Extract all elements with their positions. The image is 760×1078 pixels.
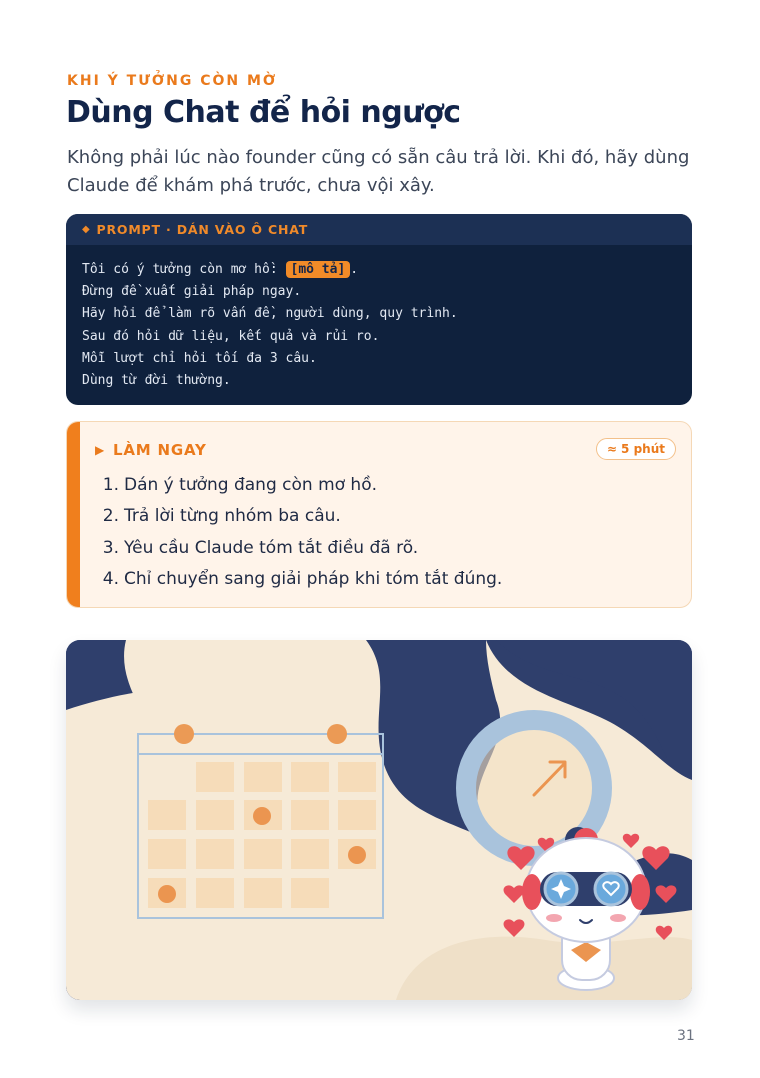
steps-list xyxy=(99,470,502,595)
list-item xyxy=(99,470,502,501)
play-icon: ▶ xyxy=(95,443,106,457)
page-title: Dùng Chat để hỏi ngược xyxy=(66,95,461,130)
prompt-label: PROMPT · DÁN VÀO Ô CHAT xyxy=(96,222,309,237)
placeholder-chip: [mô tả] xyxy=(286,261,351,278)
prompt-line-text: . xyxy=(350,262,359,277)
lead-paragraph: Không phải lúc nào founder cũng có sẵn câu trả lời. Khi đó, hãy dùng Claude để khám phá trước, chưa vội xây. xyxy=(67,147,690,196)
list-item xyxy=(99,501,502,532)
time-badge: ≈ 5 phút xyxy=(596,438,676,460)
accent-bar xyxy=(67,422,80,607)
prompt-line: Dùng từ đời thường. xyxy=(82,373,231,389)
step-text: Dán ý tưởng đang còn mơ hồ. xyxy=(124,475,378,495)
diamond-icon: ◆ xyxy=(82,224,91,235)
page-number: 31 xyxy=(677,1028,695,1044)
prompt-box xyxy=(66,214,692,405)
prompt-line: Mỗi lượt chỉ hỏi tối đa 3 câu. xyxy=(82,350,317,366)
section-eyebrow: KHI Ý TƯỞNG CÒN MỜ xyxy=(67,73,278,89)
prompt-line: Sau đó hỏi dữ liệu, kết quả và rủi ro. xyxy=(82,328,380,344)
prompt-line-text: Tôi có ý tưởng còn mơ hồ: xyxy=(82,262,286,277)
step-text: Chỉ chuyển sang giải pháp khi tóm tắt đúng. xyxy=(124,568,503,589)
action-header xyxy=(95,441,207,459)
illustration xyxy=(66,640,692,1000)
prompt-header xyxy=(66,214,692,245)
illustration-art xyxy=(66,640,692,1000)
step-number: 1. xyxy=(102,475,119,495)
prompt-line: Hãy hỏi để làm rõ vấn đề, người dùng, quy trình. xyxy=(82,306,458,322)
prompt-line: Đừng đề xuất giải pháp ngay. xyxy=(82,284,302,300)
list-item xyxy=(99,533,502,564)
prompt-line xyxy=(82,259,676,281)
action-label: LÀM NGAY xyxy=(113,441,207,459)
step-number: 2. xyxy=(102,506,119,527)
step-text: Trả lời từng nhóm ba câu. xyxy=(124,506,341,527)
step-text: Yêu cầu Claude tóm tắt điều đã rõ. xyxy=(124,537,419,558)
prompt-text[interactable] xyxy=(66,245,692,392)
action-card xyxy=(66,421,692,608)
list-item xyxy=(99,564,502,595)
step-number: 4. xyxy=(102,568,119,589)
step-number: 3. xyxy=(102,537,119,558)
